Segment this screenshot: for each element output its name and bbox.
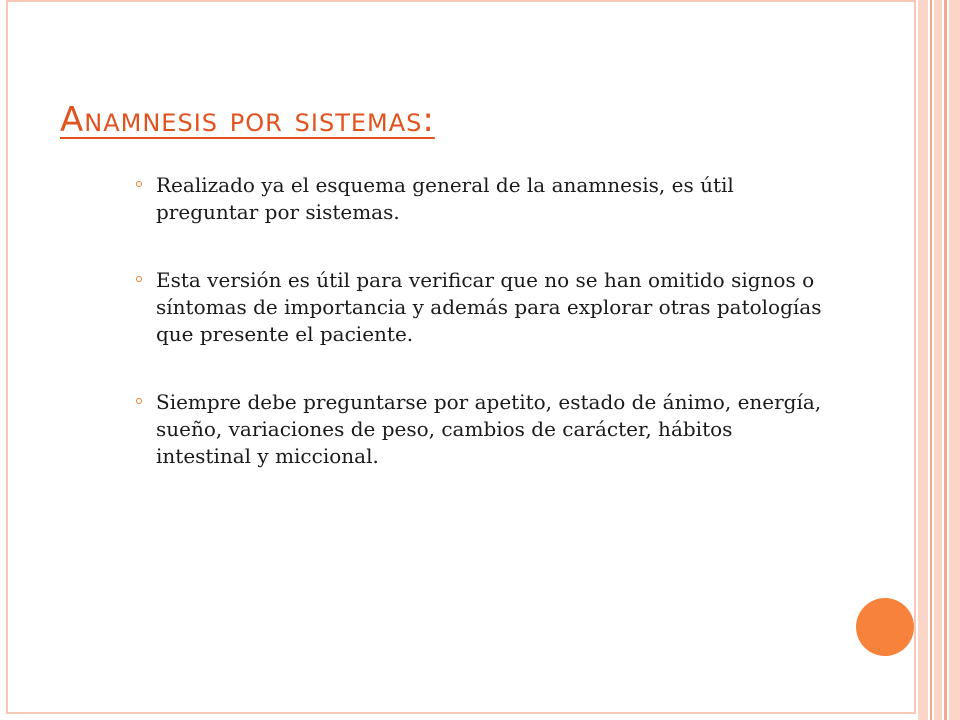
bullet-item bbox=[130, 389, 830, 470]
bullet-text: Siempre debe preguntarse por apetito, estado de ánimo, energía, sueño, variaciones de peso, cambios de carácter, hábitos intestinal y miccional. bbox=[156, 390, 822, 468]
decorative-stripe bbox=[918, 0, 928, 720]
bullet-circle-icon bbox=[136, 181, 142, 187]
bullet-item bbox=[130, 172, 830, 226]
bullet-text: Realizado ya el esquema general de la anamnesis, es útil preguntar por sistemas. bbox=[156, 173, 734, 224]
slide-title: Anamnesis por sistemas: bbox=[60, 100, 435, 140]
bullet-text: Esta versión es útil para verificar que no se han omitido signos o síntomas de importancia y además para explorar otras patologías que presente el paciente. bbox=[156, 268, 822, 346]
decorative-stripe bbox=[930, 0, 932, 720]
bullet-list bbox=[130, 172, 830, 470]
decorative-stripe bbox=[934, 0, 942, 720]
bullet-item bbox=[130, 267, 830, 348]
bullet-circle-icon bbox=[136, 276, 142, 282]
decorative-orange-circle bbox=[856, 598, 914, 656]
decorative-stripe bbox=[944, 0, 947, 720]
decorative-stripe bbox=[949, 0, 960, 720]
bullet-circle-icon bbox=[136, 398, 142, 404]
